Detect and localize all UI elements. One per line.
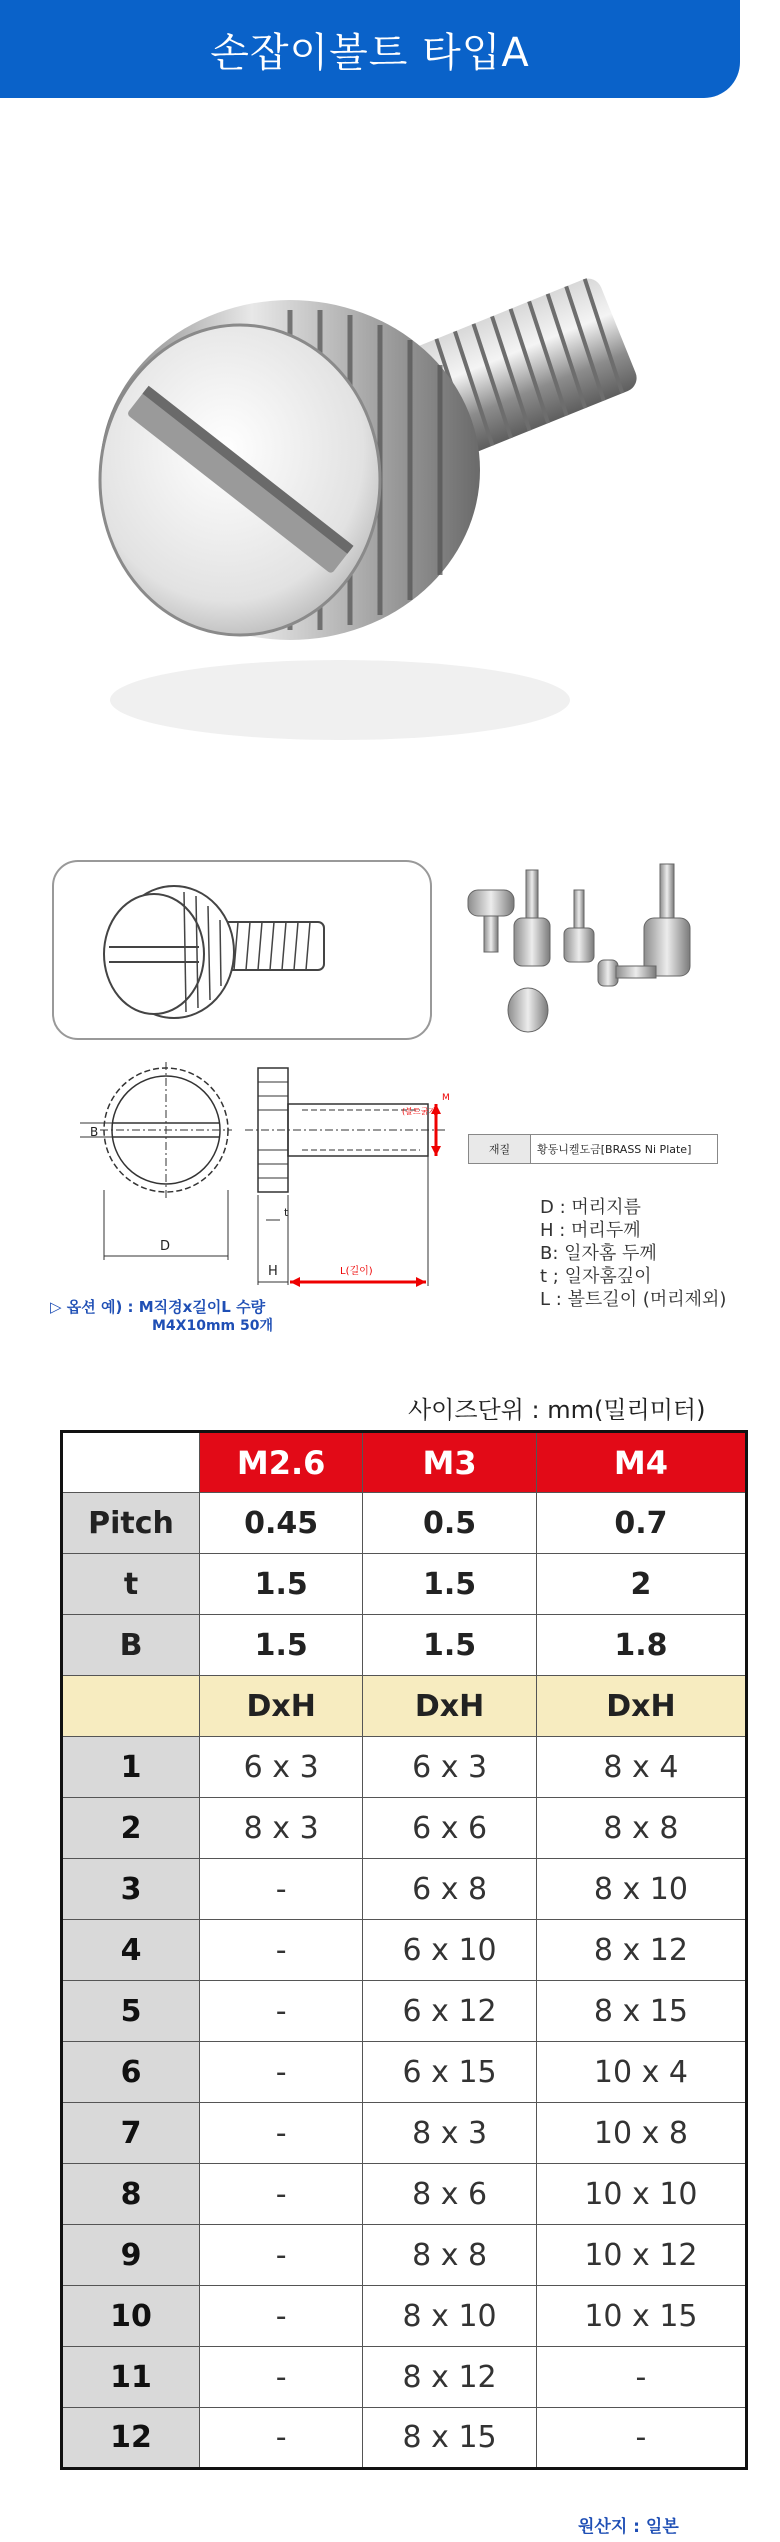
unit-note: 사이즈단위 : mm(밀리미터): [408, 1396, 706, 1424]
table-cell: -: [200, 2042, 363, 2103]
legend-item: L : 볼트길이 (머리제외): [540, 1289, 727, 1310]
table-row: [62, 2164, 747, 2225]
technical-dimension-drawing: [40, 1060, 460, 1300]
label-t: t: [284, 1206, 289, 1219]
thumb-screw-line-drawing: [54, 862, 430, 1038]
table-cell: 6 x 3: [363, 1737, 536, 1798]
material-box: [468, 1134, 718, 1164]
dimension-legend: [540, 1196, 726, 1311]
table-corner-cell: [62, 1432, 200, 1493]
row-label: 1: [62, 1737, 200, 1798]
table-cell: 6 x 6: [363, 1798, 536, 1859]
table-cell: 1.5: [200, 1615, 363, 1676]
table-row: [62, 1737, 747, 1798]
table-cell: 10 x 8: [536, 2103, 746, 2164]
table-cell: 6 x 15: [363, 2042, 536, 2103]
table-row: [62, 1859, 747, 1920]
table-row: [62, 2286, 747, 2347]
table-cell: -: [200, 1981, 363, 2042]
dxh-header-cell: DxH: [363, 1676, 536, 1737]
table-row: [62, 1798, 747, 1859]
table-cell: 0.5: [363, 1493, 536, 1554]
table-cell: 1.5: [363, 1554, 536, 1615]
label-l: L(길이): [340, 1266, 373, 1277]
table-cell: 6 x 10: [363, 1920, 536, 1981]
row-label: 6: [62, 2042, 200, 2103]
table-row: [62, 2347, 747, 2408]
table-cell: 6 x 8: [363, 1859, 536, 1920]
table-cell: 1.5: [200, 1554, 363, 1615]
table-cell: 1.5: [363, 1615, 536, 1676]
assorted-bolts-photo: [448, 850, 758, 1050]
table-cell: 8 x 6: [363, 2164, 536, 2225]
dxh-header-cell: DxH: [536, 1676, 746, 1737]
table-row: [62, 2042, 747, 2103]
legend-item: D : 머리지름: [540, 1197, 641, 1218]
table-cell: -: [200, 2286, 363, 2347]
table-cell: -: [200, 2347, 363, 2408]
table-cell: 8 x 4: [536, 1737, 746, 1798]
label-m: M: [442, 1093, 450, 1103]
row-label: Pitch: [62, 1493, 200, 1554]
table-cell: 8 x 8: [363, 2225, 536, 2286]
table-cell: 6 x 12: [363, 1981, 536, 2042]
title-banner: [0, 0, 740, 98]
table-row: [62, 2408, 747, 2469]
table-cell: 8 x 3: [200, 1798, 363, 1859]
label-h: H: [268, 1264, 278, 1279]
table-cell: -: [200, 2408, 363, 2469]
spec-table: [60, 1430, 748, 2470]
label-m-sub: (볼트굵기): [402, 1107, 440, 1116]
page-title: 손잡이볼트 타입A: [210, 29, 530, 76]
dxh-header-cell: DxH: [200, 1676, 363, 1737]
row-label: 5: [62, 1981, 200, 2042]
option-example: [50, 1298, 273, 1336]
table-row: [62, 2103, 747, 2164]
row-label-empty: [62, 1676, 200, 1737]
table-cell: 2: [536, 1554, 746, 1615]
row-label: 11: [62, 2347, 200, 2408]
row-label: 3: [62, 1859, 200, 1920]
option-example-line1: ▷ 옵션 예) : M직경x길이L 수량: [50, 1298, 266, 1316]
material-label: 재질: [469, 1135, 531, 1163]
row-label: 12: [62, 2408, 200, 2469]
table-cell: 1.8: [536, 1615, 746, 1676]
table-cell: 10 x 10: [536, 2164, 746, 2225]
row-label: 8: [62, 2164, 200, 2225]
table-cell: 6 x 3: [200, 1737, 363, 1798]
legend-item: H : 머리두께: [540, 1220, 641, 1241]
legend-item: B: 일자홈 두께: [540, 1243, 657, 1264]
table-cell: 8 x 12: [536, 1920, 746, 1981]
legend-item: t ; 일자홈깊이: [540, 1266, 652, 1287]
column-header: M2.6: [200, 1432, 363, 1493]
param-row-t: [62, 1554, 747, 1615]
table-cell: -: [200, 2225, 363, 2286]
table-cell: -: [536, 2347, 746, 2408]
dxh-header-row: [62, 1676, 747, 1737]
row-label: t: [62, 1554, 200, 1615]
table-cell: 8 x 10: [536, 1859, 746, 1920]
table-cell: 8 x 15: [536, 1981, 746, 2042]
row-label: 7: [62, 2103, 200, 2164]
line-drawing-box: [52, 860, 432, 1040]
row-label: 10: [62, 2286, 200, 2347]
table-cell: 10 x 4: [536, 2042, 746, 2103]
label-d: D: [160, 1239, 171, 1254]
row-label: 4: [62, 1920, 200, 1981]
row-label: 9: [62, 2225, 200, 2286]
table-row: [62, 1981, 747, 2042]
table-cell: -: [200, 1859, 363, 1920]
table-row: [62, 1920, 747, 1981]
row-label: B: [62, 1615, 200, 1676]
table-row: [62, 2225, 747, 2286]
param-row-pitch: [62, 1493, 747, 1554]
table-cell: 0.45: [200, 1493, 363, 1554]
table-cell: 10 x 12: [536, 2225, 746, 2286]
table-cell: -: [200, 2164, 363, 2225]
row-label: 2: [62, 1798, 200, 1859]
table-cell: -: [536, 2408, 746, 2469]
origin-note: 원산지 : 일본: [578, 2517, 679, 2537]
label-b: B: [90, 1125, 99, 1139]
table-cell: -: [200, 2103, 363, 2164]
hero-product-photo: [40, 140, 740, 780]
param-row-b: [62, 1615, 747, 1676]
table-header-row: [62, 1432, 747, 1493]
table-cell: 10 x 15: [536, 2286, 746, 2347]
column-header: M3: [363, 1432, 536, 1493]
table-cell: 8 x 10: [363, 2286, 536, 2347]
size-rows: [62, 1737, 747, 2469]
table-cell: 8 x 8: [536, 1798, 746, 1859]
table-cell: 8 x 15: [363, 2408, 536, 2469]
option-example-line2: M4X10mm 50개: [152, 1318, 274, 1334]
table-cell: 8 x 3: [363, 2103, 536, 2164]
table-cell: -: [200, 1920, 363, 1981]
material-value: 황동니켈도금[BRASS Ni Plate]: [537, 1143, 692, 1156]
table-cell: 8 x 12: [363, 2347, 536, 2408]
column-header: M4: [536, 1432, 746, 1493]
table-cell: 0.7: [536, 1493, 746, 1554]
